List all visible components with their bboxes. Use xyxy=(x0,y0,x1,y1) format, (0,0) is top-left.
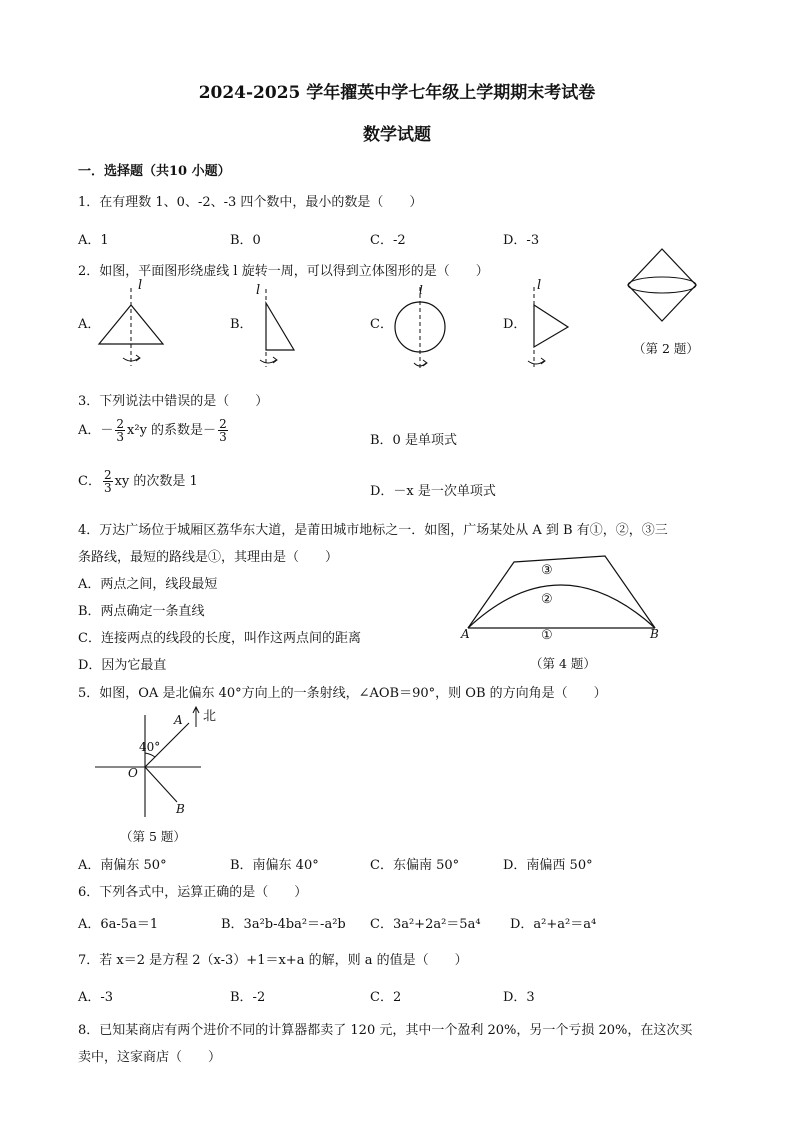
q2-figure-d-triangle xyxy=(520,285,580,375)
q2-a-axis-label: l xyxy=(138,278,143,293)
question-4-stem-line1: 4．万达广场位于城厢区荔华东大道，是莆田城市地标之一．如图，广场某处从 A 到 B 有①，②，③三 xyxy=(78,523,668,538)
q5-point-b-label: B xyxy=(176,802,185,816)
q2-option-b: B． xyxy=(230,317,253,332)
q4-caption: （第 4 题） xyxy=(530,656,596,671)
q5-north-label: 北 xyxy=(203,709,217,724)
q2-option-d: D． xyxy=(503,317,527,332)
q4-option-a: A．两点之间，线段最短 xyxy=(78,577,218,592)
q2-caption: （第 2 题） xyxy=(633,341,699,356)
q5-option-a: A．南偏东 50° xyxy=(78,858,167,873)
q5-point-a-label: A xyxy=(174,713,183,727)
q4-route-2-label: ② xyxy=(541,592,553,607)
q4-routes-figure xyxy=(460,552,670,647)
section-heading: 一．选择题（共10 小题） xyxy=(78,164,231,179)
q5-caption: （第 5 题） xyxy=(120,829,186,844)
q3-option-d: D．－x 是一次单项式 xyxy=(370,484,496,499)
q6-option-c: C．3a²+2a²＝5a⁴ xyxy=(370,917,481,932)
q1-option-c: C．-2 xyxy=(370,233,406,248)
q1-option-a: A．1 xyxy=(78,233,109,248)
q7-option-c: C．2 xyxy=(370,990,402,1005)
question-2-stem: 2．如图，平面图形绕虚线 l 旋转一周，可以得到立体图形的是（ ） xyxy=(78,264,489,279)
q2-c-axis-label: l xyxy=(419,283,423,297)
q6-option-d: D．a²+a²＝a⁴ xyxy=(510,917,597,932)
q6-option-b: B．3a²b-4ba²＝-a²b xyxy=(221,917,346,932)
q6-option-a: A．6a-5a＝1 xyxy=(78,917,159,932)
q2-d-axis-label: l xyxy=(537,278,542,293)
q4-point-a-label: A xyxy=(461,627,470,641)
q5-direction-figure xyxy=(95,705,215,825)
q2-b-axis-label: l xyxy=(256,283,261,298)
q4-option-c: C．连接两点的线段的长度，叫作这两点间的距离 xyxy=(78,631,361,646)
q1-option-d: D．-3 xyxy=(503,233,540,248)
question-7-stem: 7．若 x＝2 是方程 2（x-3）+1＝x+a 的解，则 a 的值是（ ） xyxy=(78,953,468,968)
question-5-stem: 5．如图，OA 是北偏东 40°方向上的一条射线，∠AOB＝90°，则 OB 的方向角是（ ） xyxy=(78,686,607,701)
q2-figure-a-triangle xyxy=(95,280,175,370)
question-8-stem-line1: 8．已知某商店有两个进价不同的计算器都卖了 120 元，其中一个盈利 20%，另一个亏损 20%，在这次买 xyxy=(78,1023,693,1038)
q2-double-cone-figure xyxy=(622,243,702,328)
exam-subtitle: 数学试题 xyxy=(363,125,431,145)
q4-route-3-label: ③ xyxy=(541,563,553,578)
question-4-stem-line2: 条路线，最短的路线是①，其理由是（ ） xyxy=(78,550,339,565)
q5-point-o-label: O xyxy=(128,766,138,780)
q7-option-a: A．-3 xyxy=(78,990,114,1005)
q5-option-c: C．东偏南 50° xyxy=(370,858,460,873)
q4-option-b: B．两点确定一条直线 xyxy=(78,604,205,619)
q2-figure-c-circle xyxy=(390,285,450,375)
q3-option-a: A．－ $\frac{2}{3}$ x²y 的系数是－ $\frac{2}{3}$ xyxy=(78,417,227,444)
q3-option-c: C． $\frac{2}{3}$ xy 的次数是 1 xyxy=(78,468,198,495)
q4-point-b-label: B xyxy=(650,627,659,641)
exam-title: 2024-2025 学年擢英中学七年级上学期期末考试卷 xyxy=(198,83,596,103)
q4-route-1-label: ① xyxy=(541,628,553,643)
q7-option-d: D．3 xyxy=(503,990,535,1005)
q1-option-b: B．0 xyxy=(230,233,261,248)
q5-angle-label: 40° xyxy=(139,740,161,754)
q2-option-c: C． xyxy=(370,317,393,332)
q7-option-b: B．-2 xyxy=(230,990,266,1005)
q5-option-d: D．南偏西 50° xyxy=(503,858,593,873)
q4-option-d: D．因为它最直 xyxy=(78,658,167,673)
question-3-stem: 3．下列说法中错误的是（ ） xyxy=(78,394,269,409)
q3-option-b: B．0 是单项式 xyxy=(370,433,457,448)
question-6-stem: 6．下列各式中，运算正确的是（ ） xyxy=(78,885,308,900)
question-1-stem: 1．在有理数 1、0、-2、-3 四个数中，最小的数是（ ） xyxy=(78,195,423,210)
q2-option-a: A． xyxy=(78,317,101,332)
question-8-stem-line2: 卖中，这家商店（ ） xyxy=(78,1050,222,1065)
q5-option-b: B．南偏东 40° xyxy=(230,858,319,873)
